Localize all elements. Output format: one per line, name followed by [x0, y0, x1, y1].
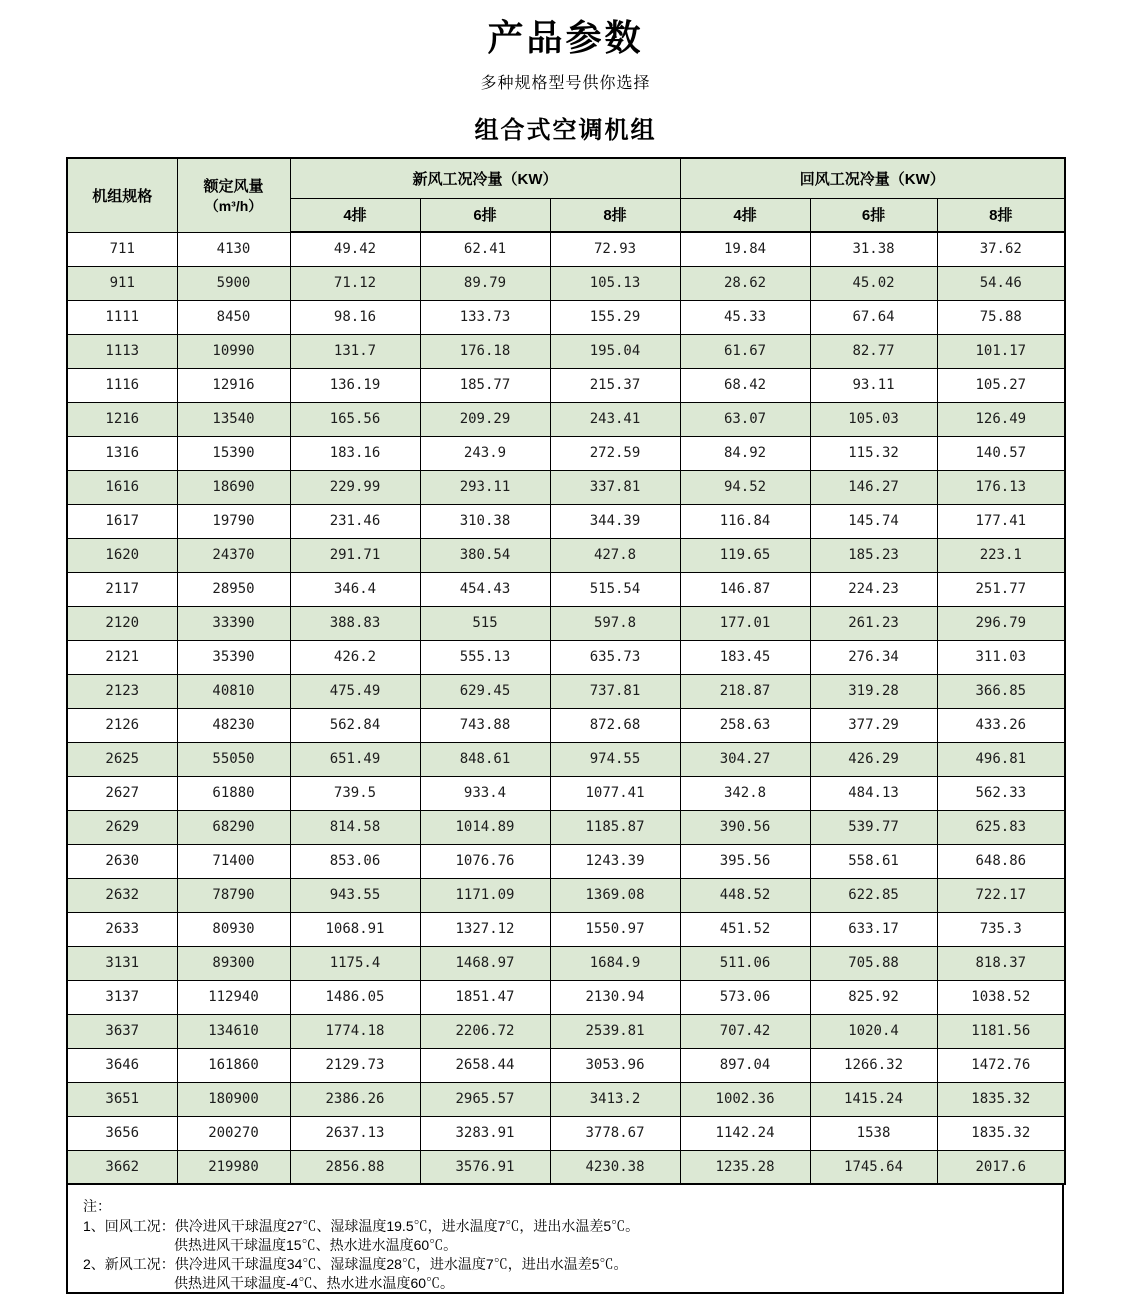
cell-cooling-value: 101.17 [937, 334, 1065, 368]
cell-model: 1111 [67, 300, 177, 334]
cell-airflow: 40810 [177, 674, 290, 708]
col-header-airflow-unit: （m³/h） [204, 197, 263, 214]
cell-cooling-value: 1835.32 [937, 1082, 1065, 1116]
cell-model: 1316 [67, 436, 177, 470]
col-header-model: 机组规格 [67, 158, 177, 232]
table-row [67, 1150, 1065, 1184]
table-row [67, 266, 1065, 300]
cell-cooling-value: 229.99 [290, 470, 420, 504]
cell-cooling-value: 319.28 [810, 674, 937, 708]
subcol-fresh-6rows: 6排 [420, 198, 550, 232]
cell-cooling-value: 272.59 [550, 436, 680, 470]
cell-cooling-value: 629.45 [420, 674, 550, 708]
page-subtitle: 多种规格型号供你选择 [480, 75, 651, 92]
table-row [67, 912, 1065, 946]
cell-cooling-value: 2017.6 [937, 1150, 1065, 1184]
cell-cooling-value: 346.4 [290, 572, 420, 606]
cell-cooling-value: 84.92 [680, 436, 810, 470]
cell-cooling-value: 1175.4 [290, 946, 420, 980]
col-header-airflow [177, 158, 290, 232]
cell-cooling-value: 1835.32 [937, 1116, 1065, 1150]
table-row [67, 334, 1065, 368]
cell-model: 911 [67, 266, 177, 300]
cell-cooling-value: 1171.09 [420, 878, 550, 912]
cell-cooling-value: 296.79 [937, 606, 1065, 640]
cell-cooling-value: 131.7 [290, 334, 420, 368]
cell-cooling-value: 209.29 [420, 402, 550, 436]
table-row [67, 504, 1065, 538]
cell-airflow: 61880 [177, 776, 290, 810]
cell-cooling-value: 276.34 [810, 640, 937, 674]
cell-cooling-value: 1486.05 [290, 980, 420, 1014]
cell-airflow: 55050 [177, 742, 290, 776]
cell-model: 1616 [67, 470, 177, 504]
cell-cooling-value: 3576.91 [420, 1150, 550, 1184]
cell-cooling-value: 1235.28 [680, 1150, 810, 1184]
subcol-fresh-8rows: 8排 [550, 198, 680, 232]
cell-cooling-value: 818.37 [937, 946, 1065, 980]
cell-cooling-value: 735.3 [937, 912, 1065, 946]
cell-cooling-value: 155.29 [550, 300, 680, 334]
cell-cooling-value: 224.23 [810, 572, 937, 606]
cell-cooling-value: 94.52 [680, 470, 810, 504]
cell-cooling-value: 223.1 [937, 538, 1065, 572]
table-row [67, 878, 1065, 912]
cell-cooling-value: 853.06 [290, 844, 420, 878]
cell-cooling-value: 1002.36 [680, 1082, 810, 1116]
cell-cooling-value: 427.8 [550, 538, 680, 572]
cell-cooling-value: 705.88 [810, 946, 937, 980]
cell-cooling-value: 61.67 [680, 334, 810, 368]
cell-cooling-value: 872.68 [550, 708, 680, 742]
cell-cooling-value: 119.65 [680, 538, 810, 572]
subcol-fresh-4rows: 4排 [290, 198, 420, 232]
cell-cooling-value: 176.13 [937, 470, 1065, 504]
cell-cooling-value: 974.55 [550, 742, 680, 776]
cell-cooling-value: 622.85 [810, 878, 937, 912]
cell-model: 2117 [67, 572, 177, 606]
page-title: 产品参数 [487, 17, 644, 58]
cell-airflow: 78790 [177, 878, 290, 912]
cell-cooling-value: 1550.97 [550, 912, 680, 946]
cell-airflow: 33390 [177, 606, 290, 640]
cell-cooling-value: 1774.18 [290, 1014, 420, 1048]
cell-airflow: 35390 [177, 640, 290, 674]
cell-cooling-value: 739.5 [290, 776, 420, 810]
cell-cooling-value: 1468.97 [420, 946, 550, 980]
cell-cooling-value: 133.73 [420, 300, 550, 334]
cell-cooling-value: 28.62 [680, 266, 810, 300]
cell-model: 2121 [67, 640, 177, 674]
cell-cooling-value: 258.63 [680, 708, 810, 742]
cell-model: 2632 [67, 878, 177, 912]
note-line: 供热进风干球温度-4℃、热水进水温度60℃。 [174, 1275, 455, 1291]
cell-cooling-value: 311.03 [937, 640, 1065, 674]
header-row-groups [67, 158, 1065, 198]
cell-cooling-value: 54.46 [937, 266, 1065, 300]
cell-cooling-value: 1745.64 [810, 1150, 937, 1184]
cell-cooling-value: 105.13 [550, 266, 680, 300]
group-header-fresh-air: 新风工况冷量（KW） [290, 158, 680, 198]
cell-cooling-value: 1538 [810, 1116, 937, 1150]
cell-cooling-value: 2637.13 [290, 1116, 420, 1150]
cell-model: 3137 [67, 980, 177, 1014]
cell-cooling-value: 231.46 [290, 504, 420, 538]
cell-cooling-value: 105.27 [937, 368, 1065, 402]
cell-cooling-value: 63.07 [680, 402, 810, 436]
cell-cooling-value: 116.84 [680, 504, 810, 538]
subcol-return-4rows: 4排 [680, 198, 810, 232]
table-row [67, 844, 1065, 878]
cell-cooling-value: 1020.4 [810, 1014, 937, 1048]
cell-cooling-value: 218.87 [680, 674, 810, 708]
cell-airflow: 112940 [177, 980, 290, 1014]
col-header-airflow-name: 额定风量 [203, 177, 264, 195]
table-row [67, 1082, 1065, 1116]
cell-cooling-value: 722.17 [937, 878, 1065, 912]
cell-airflow: 12916 [177, 368, 290, 402]
cell-cooling-value: 4230.38 [550, 1150, 680, 1184]
cell-cooling-value: 344.39 [550, 504, 680, 538]
section-title: 组合式空调机组 [474, 117, 657, 144]
table-row [67, 1014, 1065, 1048]
cell-cooling-value: 140.57 [937, 436, 1065, 470]
cell-cooling-value: 67.64 [810, 300, 937, 334]
cell-cooling-value: 2386.26 [290, 1082, 420, 1116]
table-row [67, 742, 1065, 776]
cell-cooling-value: 484.13 [810, 776, 937, 810]
table-row [67, 1116, 1065, 1150]
cell-cooling-value: 243.41 [550, 402, 680, 436]
notes-lines [83, 1217, 1052, 1293]
cell-cooling-value: 1076.76 [420, 844, 550, 878]
cell-cooling-value: 49.42 [290, 232, 420, 266]
cell-cooling-value: 496.81 [937, 742, 1065, 776]
cell-cooling-value: 136.19 [290, 368, 420, 402]
cell-cooling-value: 183.16 [290, 436, 420, 470]
cell-cooling-value: 62.41 [420, 232, 550, 266]
cell-cooling-value: 597.8 [550, 606, 680, 640]
cell-cooling-value: 388.83 [290, 606, 420, 640]
cell-cooling-value: 1684.9 [550, 946, 680, 980]
cell-cooling-value: 177.41 [937, 504, 1065, 538]
cell-cooling-value: 183.45 [680, 640, 810, 674]
cell-model: 2123 [67, 674, 177, 708]
cell-cooling-value: 2856.88 [290, 1150, 420, 1184]
cell-cooling-value: 185.77 [420, 368, 550, 402]
table-row [67, 368, 1065, 402]
cell-cooling-value: 707.42 [680, 1014, 810, 1048]
cell-cooling-value: 573.06 [680, 980, 810, 1014]
cell-cooling-value: 2539.81 [550, 1014, 680, 1048]
cell-cooling-value: 126.49 [937, 402, 1065, 436]
cell-airflow: 24370 [177, 538, 290, 572]
table-row [67, 980, 1065, 1014]
cell-cooling-value: 146.27 [810, 470, 937, 504]
notes-box [66, 1185, 1064, 1294]
cell-cooling-value: 291.71 [290, 538, 420, 572]
table-row [67, 572, 1065, 606]
cell-cooling-value: 68.42 [680, 368, 810, 402]
cell-airflow: 180900 [177, 1082, 290, 1116]
cell-cooling-value: 310.38 [420, 504, 550, 538]
table-row [67, 810, 1065, 844]
cell-cooling-value: 93.11 [810, 368, 937, 402]
cell-airflow: 4130 [177, 232, 290, 266]
cell-cooling-value: 3413.2 [550, 1082, 680, 1116]
cell-cooling-value: 558.61 [810, 844, 937, 878]
cell-cooling-value: 177.01 [680, 606, 810, 640]
cell-cooling-value: 539.77 [810, 810, 937, 844]
cell-cooling-value: 448.52 [680, 878, 810, 912]
cell-model: 2629 [67, 810, 177, 844]
cell-cooling-value: 72.93 [550, 232, 680, 266]
cell-cooling-value: 293.11 [420, 470, 550, 504]
cell-cooling-value: 3283.91 [420, 1116, 550, 1150]
cell-model: 3662 [67, 1150, 177, 1184]
notes-label: 注： [83, 1198, 111, 1214]
cell-cooling-value: 1077.41 [550, 776, 680, 810]
cell-cooling-value: 511.06 [680, 946, 810, 980]
cell-cooling-value: 426.2 [290, 640, 420, 674]
cell-model: 2630 [67, 844, 177, 878]
cell-airflow: 10990 [177, 334, 290, 368]
cell-cooling-value: 1185.87 [550, 810, 680, 844]
product-spec-page [0, 10, 1131, 1294]
cell-model: 2627 [67, 776, 177, 810]
cell-cooling-value: 625.83 [937, 810, 1065, 844]
cell-cooling-value: 1266.32 [810, 1048, 937, 1082]
cell-model: 1113 [67, 334, 177, 368]
cell-cooling-value: 3778.67 [550, 1116, 680, 1150]
cell-cooling-value: 395.56 [680, 844, 810, 878]
table-row [67, 606, 1065, 640]
cell-cooling-value: 195.04 [550, 334, 680, 368]
cell-airflow: 80930 [177, 912, 290, 946]
table-row [67, 538, 1065, 572]
cell-airflow: 19790 [177, 504, 290, 538]
cell-cooling-value: 377.29 [810, 708, 937, 742]
note-line: 1、回风工况：供冷进风干球温度27℃、湿球温度19.5℃，进水温度7℃，进出水温差5℃。 [83, 1218, 640, 1234]
cell-cooling-value: 390.56 [680, 810, 810, 844]
cell-cooling-value: 475.49 [290, 674, 420, 708]
cell-cooling-value: 648.86 [937, 844, 1065, 878]
note-line: 2、新风工况：供冷进风干球温度34℃、湿球温度28℃，进水温度7℃，进出水温差5℃。 [83, 1256, 628, 1272]
cell-cooling-value: 1369.08 [550, 878, 680, 912]
cell-cooling-value: 1014.89 [420, 810, 550, 844]
cell-cooling-value: 89.79 [420, 266, 550, 300]
cell-cooling-value: 115.32 [810, 436, 937, 470]
table-row [67, 776, 1065, 810]
cell-cooling-value: 1243.39 [550, 844, 680, 878]
cell-cooling-value: 651.49 [290, 742, 420, 776]
cell-cooling-value: 555.13 [420, 640, 550, 674]
cell-model: 2120 [67, 606, 177, 640]
cell-model: 3656 [67, 1116, 177, 1150]
cell-cooling-value: 1415.24 [810, 1082, 937, 1116]
cell-cooling-value: 1472.76 [937, 1048, 1065, 1082]
cell-cooling-value: 433.26 [937, 708, 1065, 742]
table-row [67, 708, 1065, 742]
cell-model: 1617 [67, 504, 177, 538]
cell-cooling-value: 342.8 [680, 776, 810, 810]
cell-cooling-value: 215.37 [550, 368, 680, 402]
table-row [67, 946, 1065, 980]
cell-cooling-value: 943.55 [290, 878, 420, 912]
cell-cooling-value: 737.81 [550, 674, 680, 708]
cell-airflow: 5900 [177, 266, 290, 300]
cell-cooling-value: 1851.47 [420, 980, 550, 1014]
cell-cooling-value: 743.88 [420, 708, 550, 742]
cell-airflow: 48230 [177, 708, 290, 742]
cell-airflow: 13540 [177, 402, 290, 436]
cell-cooling-value: 933.4 [420, 776, 550, 810]
cell-airflow: 219980 [177, 1150, 290, 1184]
cell-model: 1216 [67, 402, 177, 436]
cell-airflow: 89300 [177, 946, 290, 980]
cell-cooling-value: 2130.94 [550, 980, 680, 1014]
cell-cooling-value: 37.62 [937, 232, 1065, 266]
cell-model: 3637 [67, 1014, 177, 1048]
cell-cooling-value: 897.04 [680, 1048, 810, 1082]
cell-cooling-value: 243.9 [420, 436, 550, 470]
cell-cooling-value: 1142.24 [680, 1116, 810, 1150]
cell-cooling-value: 562.84 [290, 708, 420, 742]
cell-cooling-value: 105.03 [810, 402, 937, 436]
cell-model: 3651 [67, 1082, 177, 1116]
cell-cooling-value: 2129.73 [290, 1048, 420, 1082]
cell-cooling-value: 98.16 [290, 300, 420, 334]
cell-cooling-value: 366.85 [937, 674, 1065, 708]
table-row [67, 232, 1065, 266]
table-row [67, 470, 1065, 504]
table-row [67, 640, 1065, 674]
cell-cooling-value: 1038.52 [937, 980, 1065, 1014]
cell-cooling-value: 261.23 [810, 606, 937, 640]
cell-airflow: 200270 [177, 1116, 290, 1150]
cell-cooling-value: 304.27 [680, 742, 810, 776]
cell-model: 3646 [67, 1048, 177, 1082]
cell-cooling-value: 633.17 [810, 912, 937, 946]
cell-airflow: 28950 [177, 572, 290, 606]
cell-cooling-value: 31.38 [810, 232, 937, 266]
cell-cooling-value: 337.81 [550, 470, 680, 504]
cell-cooling-value: 426.29 [810, 742, 937, 776]
cell-cooling-value: 515.54 [550, 572, 680, 606]
cell-cooling-value: 454.43 [420, 572, 550, 606]
cell-cooling-value: 515 [420, 606, 550, 640]
cell-cooling-value: 71.12 [290, 266, 420, 300]
cell-cooling-value: 1068.91 [290, 912, 420, 946]
table-row [67, 300, 1065, 334]
cell-cooling-value: 75.88 [937, 300, 1065, 334]
cell-cooling-value: 2965.57 [420, 1082, 550, 1116]
table-row [67, 674, 1065, 708]
cell-cooling-value: 2658.44 [420, 1048, 550, 1082]
cell-cooling-value: 1327.12 [420, 912, 550, 946]
cell-airflow: 71400 [177, 844, 290, 878]
cell-cooling-value: 825.92 [810, 980, 937, 1014]
cell-cooling-value: 814.58 [290, 810, 420, 844]
cell-airflow: 161860 [177, 1048, 290, 1082]
subcol-return-6rows: 6排 [810, 198, 937, 232]
cell-model: 711 [67, 232, 177, 266]
cell-airflow: 134610 [177, 1014, 290, 1048]
cell-airflow: 15390 [177, 436, 290, 470]
cell-model: 1116 [67, 368, 177, 402]
table-row [67, 436, 1065, 470]
cell-cooling-value: 1181.56 [937, 1014, 1065, 1048]
cell-cooling-value: 251.77 [937, 572, 1065, 606]
cell-cooling-value: 635.73 [550, 640, 680, 674]
cell-model: 3131 [67, 946, 177, 980]
cell-cooling-value: 848.61 [420, 742, 550, 776]
cell-cooling-value: 380.54 [420, 538, 550, 572]
table-row [67, 402, 1065, 436]
cell-model: 2633 [67, 912, 177, 946]
cell-cooling-value: 185.23 [810, 538, 937, 572]
note-line: 供热进风干球温度15℃、热水进水温度60℃。 [174, 1237, 458, 1253]
cell-model: 1620 [67, 538, 177, 572]
cell-cooling-value: 45.33 [680, 300, 810, 334]
cell-cooling-value: 562.33 [937, 776, 1065, 810]
cell-cooling-value: 45.02 [810, 266, 937, 300]
cell-cooling-value: 146.87 [680, 572, 810, 606]
subcol-return-8rows: 8排 [937, 198, 1065, 232]
cell-airflow: 8450 [177, 300, 290, 334]
cell-airflow: 68290 [177, 810, 290, 844]
cell-model: 2126 [67, 708, 177, 742]
group-header-return-air: 回风工况冷量（KW） [680, 158, 1065, 198]
cell-cooling-value: 2206.72 [420, 1014, 550, 1048]
cell-cooling-value: 176.18 [420, 334, 550, 368]
cell-airflow: 18690 [177, 470, 290, 504]
cell-cooling-value: 145.74 [810, 504, 937, 538]
cell-cooling-value: 3053.96 [550, 1048, 680, 1082]
spec-table [66, 157, 1066, 1185]
cell-cooling-value: 165.56 [290, 402, 420, 436]
cell-cooling-value: 19.84 [680, 232, 810, 266]
cell-model: 2625 [67, 742, 177, 776]
cell-cooling-value: 451.52 [680, 912, 810, 946]
cell-cooling-value: 82.77 [810, 334, 937, 368]
table-row [67, 1048, 1065, 1082]
